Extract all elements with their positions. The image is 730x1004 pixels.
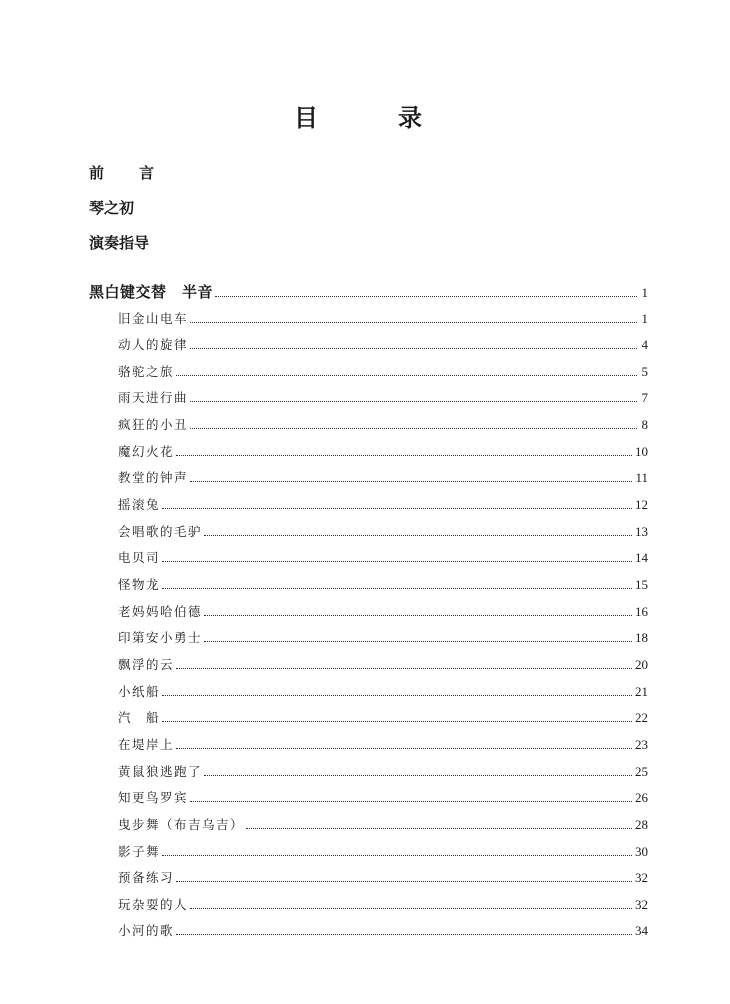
- toc-entry-title: 黄鼠狼逃跑了: [118, 763, 203, 779]
- toc-entry-page: 26: [635, 790, 648, 806]
- toc-entry-page: 32: [635, 870, 648, 886]
- toc-entry-row[interactable]: [118, 495, 648, 515]
- toc-front-preface[interactable]: 前 言: [89, 164, 165, 182]
- dot-leader: [215, 296, 637, 297]
- toc-entry-title: 玩杂耍的人: [118, 896, 189, 912]
- dot-leader: [162, 588, 632, 589]
- dot-leader: [176, 881, 632, 882]
- toc-entry-row[interactable]: [118, 602, 648, 622]
- toc-entry-page: 18: [635, 630, 648, 646]
- toc-entry-title: 雨天进行曲: [118, 390, 189, 406]
- toc-section-page: 1: [641, 285, 648, 300]
- dot-leader: [162, 695, 632, 696]
- dot-leader: [190, 481, 632, 482]
- toc-entry-page: 13: [635, 523, 648, 539]
- dot-leader: [204, 615, 632, 616]
- toc-entry-page: 32: [635, 896, 648, 912]
- toc-section-title: 黑白键交替 半音: [89, 283, 214, 301]
- dot-leader: [246, 828, 632, 829]
- dot-leader: [176, 748, 632, 749]
- toc-entry-page: 16: [635, 603, 648, 619]
- toc-entry-page: 22: [635, 710, 648, 726]
- toc-entry-title: 在堤岸上: [118, 736, 175, 752]
- toc-entry-page: 10: [635, 443, 648, 459]
- toc-entry-row[interactable]: [118, 921, 648, 941]
- toc-entry-page: 21: [635, 683, 648, 699]
- dot-leader: [190, 322, 637, 323]
- toc-entry-page: 11: [635, 470, 648, 486]
- toc-entry-row[interactable]: [118, 895, 648, 915]
- toc-entry-page: 34: [635, 923, 648, 939]
- toc-entry-title: 曳步舞（布吉乌吉）: [118, 816, 245, 832]
- page-title: 目 录: [294, 103, 450, 132]
- toc-entry-title: 影子舞: [118, 843, 161, 859]
- dot-leader: [190, 348, 637, 349]
- toc-entry-row[interactable]: [118, 762, 648, 782]
- toc-entry-page: 30: [635, 843, 648, 859]
- dot-leader: [162, 508, 632, 509]
- toc-entry-row[interactable]: [118, 415, 648, 435]
- toc-entry-page: 28: [635, 816, 648, 832]
- toc-entry-title: 魔幻火花: [118, 443, 175, 459]
- toc-entry-row[interactable]: [118, 842, 648, 862]
- dot-leader: [162, 855, 632, 856]
- toc-entry-page: 8: [641, 417, 648, 433]
- toc-entry-row[interactable]: [118, 788, 648, 808]
- toc-entry-title: 老妈妈哈伯德: [118, 603, 203, 619]
- dot-leader: [190, 401, 637, 402]
- dot-leader: [190, 801, 632, 802]
- toc-entry-page: 14: [635, 550, 648, 566]
- toc-entry-row[interactable]: [118, 468, 648, 488]
- dot-leader: [204, 775, 632, 776]
- toc-entry-page: 5: [641, 363, 648, 379]
- toc-entry-title: 疯狂的小丑: [118, 417, 189, 433]
- toc-entry-title: 电贝司: [118, 550, 161, 566]
- dot-leader: [190, 908, 632, 909]
- toc-front-guide[interactable]: 演奏指导: [89, 234, 150, 252]
- toc-entry-title: 印第安小勇士: [118, 630, 203, 646]
- toc-entry-page: 12: [635, 497, 648, 512]
- toc-entry-page: 25: [635, 763, 648, 779]
- toc-entry-row[interactable]: [118, 388, 648, 408]
- toc-entry-title: 动人的旋律: [118, 337, 189, 353]
- toc-entry-page: 7: [641, 390, 648, 406]
- toc-entry-page: 1: [641, 310, 648, 326]
- toc-entry-title: 摇滚兔: [118, 497, 161, 512]
- toc-entry-row[interactable]: [118, 309, 648, 329]
- dot-leader: [176, 455, 632, 456]
- dot-leader: [176, 375, 637, 376]
- toc-entry-row[interactable]: [118, 628, 648, 648]
- toc-entry-row[interactable]: [118, 575, 648, 595]
- toc-front-intro[interactable]: 琴之初: [89, 199, 135, 217]
- toc-entry-page: 20: [635, 656, 648, 672]
- toc-entry-title: 预备练习: [118, 870, 175, 886]
- dot-leader: [190, 428, 637, 429]
- dot-leader: [204, 641, 632, 642]
- dot-leader: [176, 668, 632, 669]
- toc-entry-page: 4: [641, 337, 648, 353]
- toc-entry-row[interactable]: [118, 655, 648, 675]
- dot-leader: [162, 561, 632, 562]
- toc-section-row[interactable]: [89, 282, 648, 302]
- toc-entry-title: 知更鸟罗宾: [118, 790, 189, 806]
- toc-entry-row[interactable]: [118, 548, 648, 568]
- toc-entry-row[interactable]: [118, 682, 648, 702]
- toc-entry-row[interactable]: [118, 335, 648, 355]
- toc-entry-title: 骆驼之旅: [118, 363, 175, 379]
- toc-entry-title: 怪物龙: [118, 577, 161, 592]
- dot-leader: [204, 535, 632, 536]
- dot-leader: [162, 721, 632, 722]
- toc-entry-title: 小纸船: [118, 683, 161, 699]
- toc-entry-row[interactable]: [118, 442, 648, 462]
- toc-entry-title: 飘浮的云: [118, 656, 175, 672]
- toc-entry-row[interactable]: [118, 708, 648, 728]
- toc-entry-page: 15: [635, 577, 648, 592]
- toc-entry-row[interactable]: [118, 868, 648, 888]
- toc-entry-row[interactable]: [118, 522, 648, 542]
- toc-entry-row[interactable]: [118, 362, 648, 382]
- toc-entry-page: 23: [635, 736, 648, 752]
- toc-entry-title: 汽 船: [118, 710, 161, 726]
- toc-entry-row[interactable]: [118, 815, 648, 835]
- toc-entry-title: 教堂的钟声: [118, 470, 189, 486]
- toc-entry-title: 旧金山电车: [118, 310, 189, 326]
- toc-entry-title: 会唱歌的毛驴: [118, 523, 203, 539]
- toc-entry-row[interactable]: [118, 735, 648, 755]
- toc-entry-title: 小河的歌: [118, 923, 175, 939]
- dot-leader: [176, 934, 632, 935]
